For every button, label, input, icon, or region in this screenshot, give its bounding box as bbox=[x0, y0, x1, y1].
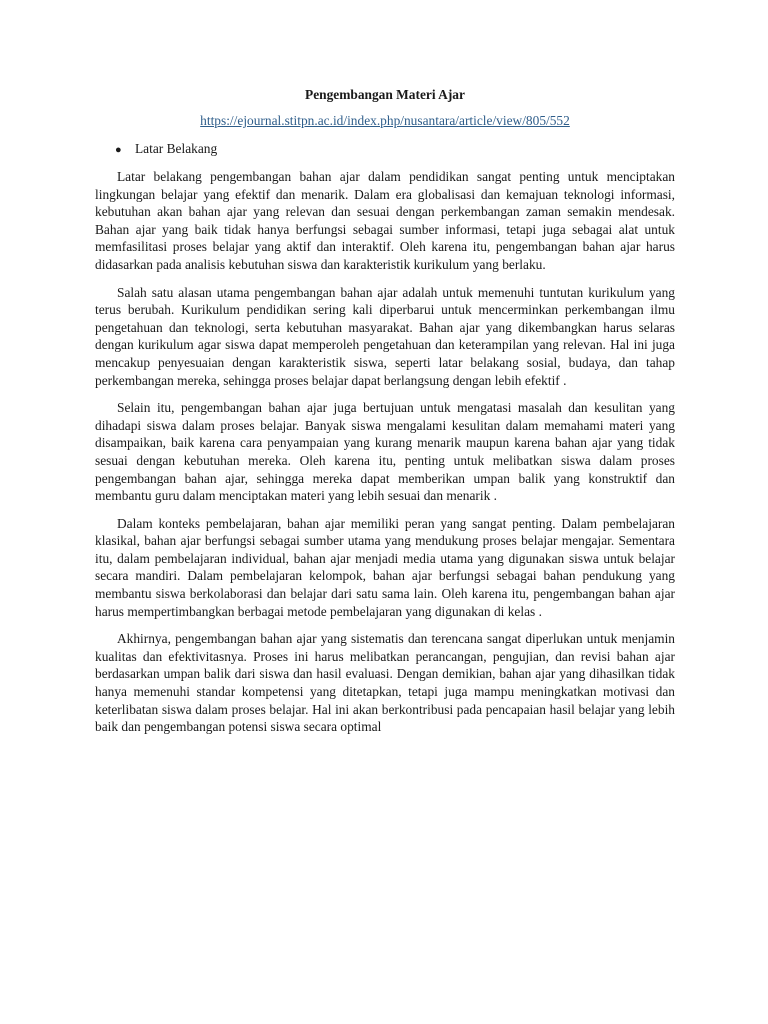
paragraph: Selain itu, pengembangan bahan ajar juga bertujuan untuk mengatasi masalah dan kesulitan yang dihadapi siswa dalam proses belajar. Banyak siswa mengalami kesulitan dalam memahami materi yang disampaikan, baik karena cara penyampaian yang kurang menarik maupun karena bahan ajar yang tidak sesuai dengan kebutuhan mereka. Oleh karena itu, penting untuk melibatkan siswa dalam proses pengembangan bahan ajar, sehingga mereka dapat memberikan umpan balik yang konstruktif dan membantu guru dalam menciptakan materi yang lebih sesuai dan menarik . bbox=[95, 400, 675, 504]
paragraph: Dalam konteks pembelajaran, bahan ajar memiliki peran yang sangat penting. Dalam pembelajaran klasikal, bahan ajar berfungsi sebagai sumber utama yang mendukung proses belajar mengajar. Sementara itu, dalam pembelajaran individual, bahan ajar menjadi media utama yang digunakan siswa untuk belajar secara mandiri. Dalam pembelajaran kelompok, bahan ajar berfungsi sebagai bahan pendukung yang membantu siswa berkolaborasi dan belajar dari satu sama lain. Oleh karena itu, pengembangan bahan ajar harus mempertimbangkan berbagai metode pembelajaran yang digunakan di kelas . bbox=[95, 515, 675, 619]
document-page bbox=[95, 86, 675, 736]
paragraph: Akhirnya, pengembangan bahan ajar yang sistematis dan terencana sangat diperlukan untuk menjamin kualitas dan efektivitasnya. Proses ini harus melibatkan perancangan, pengujian, dan revisi bahan ajar berdasarkan umpan balik dari siswa dan hasil evaluasi. Dengan demikian, bahan ajar yang dihasilkan tidak hanya memenuhi standar kompetensi yang ditetapkan, tetapi juga mampu meningkatkan motivasi dan keterlibatan siswa dalam proses belajar. Hal ini akan berkontribusi pada pencapaian hasil belajar yang lebih baik dan pengembangan potensi siswa secara optimal bbox=[95, 631, 675, 735]
paragraph: Latar belakang pengembangan bahan ajar dalam pendidikan sangat penting untuk menciptakan lingkungan belajar yang efektif dan menarik. Dalam era globalisasi dan kemajuan teknologi informasi, kebutuhan akan bahan ajar yang relevan dan sesuai dengan perkembangan zaman semakin mendesak. Bahan ajar yang baik tidak hanya berfungsi sebagai sumber informasi, tetapi juga sebagai alat untuk memfasilitasi proses belajar yang aktif dan interaktif. Oleh karena itu, pengembangan bahan ajar harus didasarkan pada analisis kebutuhan siswa dan karakteristik kurikulum yang berlaku. bbox=[95, 169, 675, 272]
section-heading: Latar Belakang bbox=[135, 141, 218, 156]
section-heading-item bbox=[95, 140, 675, 159]
bullet-icon: ● bbox=[115, 144, 122, 156]
paragraph: Salah satu alasan utama pengembangan bahan ajar adalah untuk memenuhi tuntutan kurikulum yang terus berubah. Kurikulum pendidikan sering kali diperbarui untuk mencerminkan perkembangan ilmu pengetahuan dan teknologi, serta kebutuhan masyarakat. Bahan ajar yang dikembangkan harus selaras dengan kurikulum agar siswa dapat memperoleh pengetahuan dan keterampilan yang relevan. Hal ini juga mencakup penyesuaian dengan karakteristik siswa, seperti latar belakang sosial, budaya, dan tahap perkembangan mereka, sehingga proses belajar dapat berlangsung dengan lebih efektif . bbox=[95, 284, 675, 388]
source-link[interactable]: https://ejournal.stitpn.ac.id/index.php/nusantara/article/view/805/552 bbox=[200, 113, 570, 128]
document-title: Pengembangan Materi Ajar bbox=[305, 87, 465, 102]
